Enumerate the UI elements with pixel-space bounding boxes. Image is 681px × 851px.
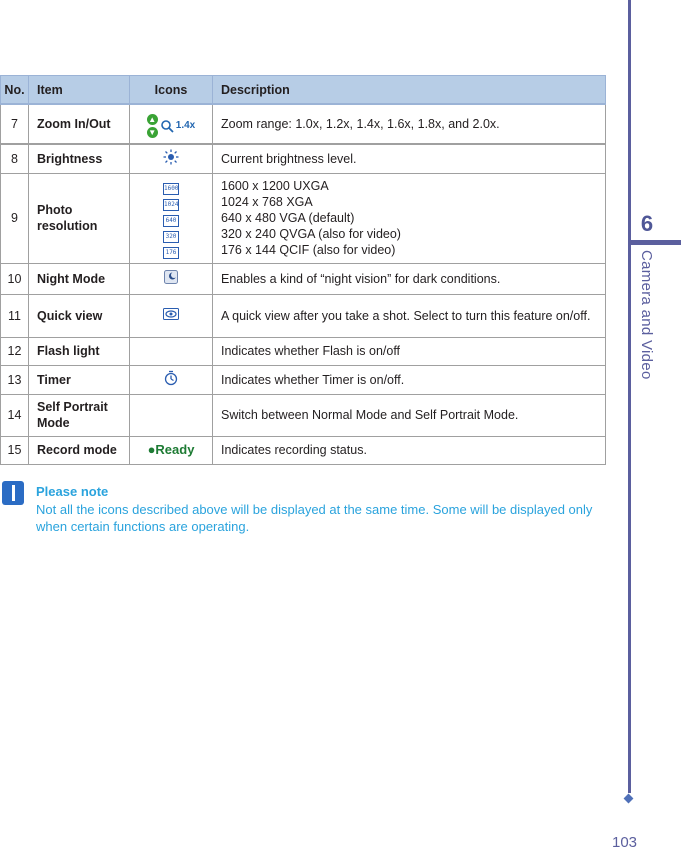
header-item: Item (29, 76, 130, 105)
table-row (1, 365, 606, 394)
row-no: 13 (1, 365, 29, 394)
row-icon-cell (130, 365, 213, 394)
resolution-icon: 320 (163, 231, 179, 243)
info-icon (2, 481, 24, 505)
table-row (1, 173, 606, 263)
timer-icon (163, 370, 179, 386)
row-no: 7 (1, 104, 29, 144)
row-icon-cell (130, 337, 213, 365)
row-item: Night Mode (29, 263, 130, 294)
resolution-icon: 1024 (163, 199, 179, 211)
row-description: Indicates recording status. (213, 436, 606, 464)
quick-view-icon (163, 308, 179, 320)
note-body: Not all the icons described above will be displayed at the same time. Some will be displayed only when certain functions are operating. (36, 502, 593, 534)
row-description: Zoom range: 1.0x, 1.2x, 1.4x, 1.6x, 1.8x, and 2.0x. (213, 104, 606, 144)
row-item: Record mode (29, 436, 130, 464)
row-no: 8 (1, 144, 29, 173)
row-description: Switch between Normal Mode and Self Portrait Mode. (213, 394, 606, 436)
page-number: 103 (612, 834, 638, 851)
ready-status-indicator: ●Ready (147, 442, 195, 457)
row-icon-cell (130, 394, 213, 436)
row-item: Flash light (29, 337, 130, 365)
row-description: Enables a kind of “night vision” for dark conditions. (213, 263, 606, 294)
table-row (1, 436, 606, 464)
table-header-row (1, 76, 606, 105)
description-line: 320 x 240 QVGA (also for video) (221, 227, 401, 241)
row-item: Photo resolution (29, 173, 130, 263)
note-title: Please note (36, 484, 109, 499)
icon-table (0, 75, 606, 465)
row-no: 15 (1, 436, 29, 464)
row-icon-cell (130, 436, 213, 464)
row-item: Brightness (29, 144, 130, 173)
side-rule (628, 0, 631, 793)
zoom-level-text: 1.4x (175, 120, 196, 131)
row-item: Zoom In/Out (29, 104, 130, 144)
row-icon-cell (130, 144, 213, 173)
table-row (1, 337, 606, 365)
brightness-icon (163, 149, 179, 165)
table-row (1, 144, 606, 173)
row-description: Indicates whether Flash is on/off (213, 337, 606, 365)
row-description: Indicates whether Timer is on/off. (213, 365, 606, 394)
row-icon-cell (130, 104, 213, 144)
description-line: 176 x 144 QCIF (also for video) (221, 243, 396, 257)
resolution-icon: 640 (163, 215, 179, 227)
zoom-icon: ▲ ▼ 1.4x (148, 115, 196, 137)
row-no: 12 (1, 337, 29, 365)
row-icon-cell (130, 173, 213, 263)
resolution-icon: 176 (163, 247, 179, 259)
table-row (1, 294, 606, 337)
chapter-number: 6 (640, 211, 654, 236)
table-row (1, 394, 606, 436)
chapter-bar (631, 240, 681, 245)
resolution-icon: 1600 (163, 183, 179, 195)
row-no: 11 (1, 294, 29, 337)
row-item: Quick view (29, 294, 130, 337)
row-description: A quick view after you take a shot. Select to turn this feature on/off. (213, 294, 606, 337)
chapter-title: Camera and Video (638, 250, 655, 380)
row-description (213, 173, 606, 263)
description-line: 1600 x 1200 UXGA (221, 179, 329, 193)
row-no: 10 (1, 263, 29, 294)
description-line: 640 x 480 VGA (default) (221, 211, 355, 225)
row-description: Current brightness level. (213, 144, 606, 173)
row-icon-cell (130, 263, 213, 294)
header-icons: Icons (130, 76, 213, 105)
diamond-marker (624, 794, 634, 804)
table-row (1, 104, 606, 144)
row-no: 9 (1, 173, 29, 263)
table-row (1, 263, 606, 294)
row-no: 14 (1, 394, 29, 436)
row-icon-cell (130, 294, 213, 337)
row-item: Timer (29, 365, 130, 394)
header-description: Description (213, 76, 606, 105)
night-mode-icon (164, 270, 178, 284)
description-line: 1024 x 768 XGA (221, 195, 313, 209)
row-item: Self Portrait Mode (29, 394, 130, 436)
resolution-icon-stack (163, 183, 179, 259)
header-no: No. (1, 76, 29, 105)
